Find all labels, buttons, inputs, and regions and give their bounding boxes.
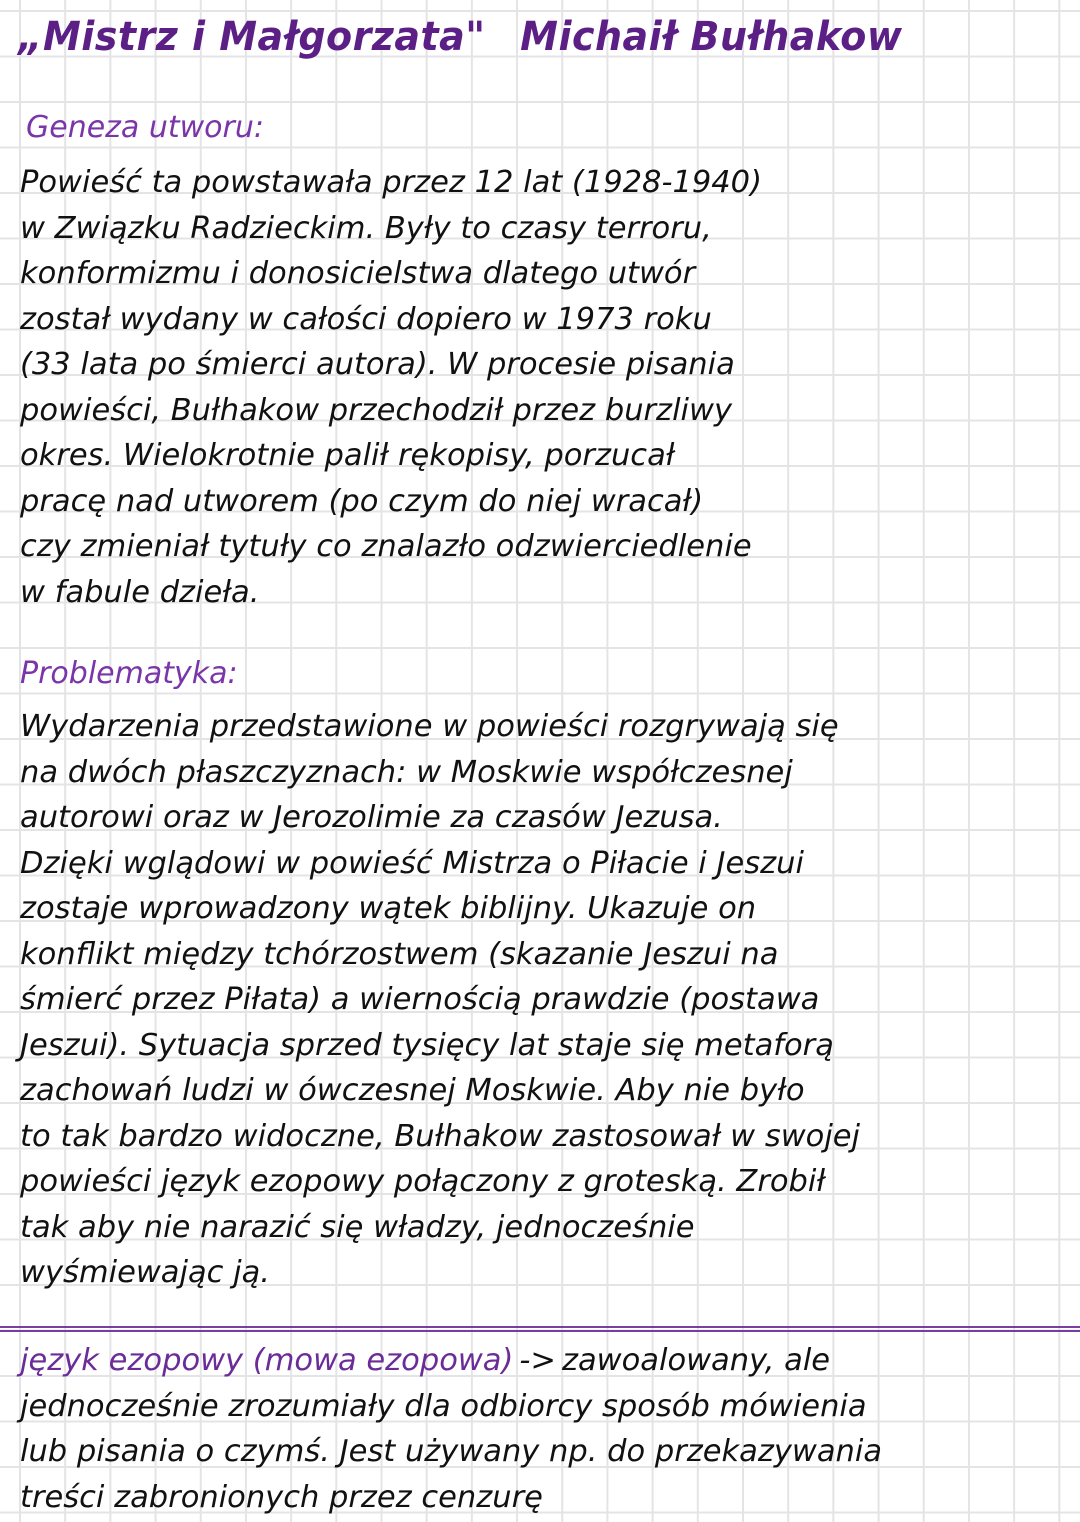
text-line: powieści język ezopowy połączony z groteską. Zrobił xyxy=(20,1164,826,1199)
text-line: na dwóch płaszczyznach: w Moskwie współczesnej xyxy=(20,754,793,790)
text-line: zostaje wprowadzony wątek biblijny. Ukazuje on xyxy=(20,891,757,926)
text-line: Jeszui). Sytuacja sprzed tysięcy lat staje się metaforą xyxy=(20,1027,834,1063)
text-line: konflikt między tchórzostwem (skazanie Jeszui na xyxy=(20,936,779,972)
text-line: w fabule dzieła. xyxy=(20,574,260,610)
text-line: (33 lata po śmierci autora). W procesie pisania xyxy=(20,347,735,382)
text-line: konformizmu i donosicielstwa dlatego utwór xyxy=(20,256,696,291)
text-line: w Związku Radzieckim. Były to czasy terroru, xyxy=(20,210,712,246)
definition-first-line-rest: zawoalowany, ale xyxy=(561,1343,831,1378)
text-line: powieści, Bułhakow przechodził przez burzliwy xyxy=(20,392,733,428)
text-line: tak aby nie narazić się władzy, jednocześnie xyxy=(20,1209,695,1245)
text-line: Powieść ta powstawała przez 12 lat (1928-1940) xyxy=(20,165,762,200)
title-work: „Mistrz i Małgorzata" xyxy=(18,14,486,60)
text-line: Wydarzenia przedstawione w powieści rozgrywają się xyxy=(20,709,839,744)
text-line: śmierć przez Piłata) a wiernością prawdzie (postawa xyxy=(20,982,820,1017)
text-line: pracę nad utworem (po czym do niej wracał) xyxy=(20,483,704,519)
heading-genesis: Geneza utworu: xyxy=(26,110,264,145)
text-line: to tak bardzo widoczne, Bułhakow zastosował w swojej xyxy=(20,1118,861,1154)
text-line: został wydany w całości dopiero w 1973 roku xyxy=(20,301,712,337)
genesis-text xyxy=(20,160,762,615)
arrow-right-icon: -> xyxy=(519,1343,556,1378)
text-line: Dzięki wglądowi w powieść Mistrza o Piłacie i Jeszui xyxy=(20,845,804,881)
title-author: Michaił Bułhakow xyxy=(520,14,903,60)
text-line: zachowań ludzi w ówczesnej Moskwie. Aby nie było xyxy=(20,1073,805,1108)
text-line: jednocześnie zrozumiały dla odbiorcy sposób mówienia xyxy=(20,1388,867,1424)
text-line: lub pisania o czymś. Jest używany np. do przekazywania xyxy=(20,1434,883,1469)
page-title xyxy=(18,14,902,60)
text-line: wyśmiewając ją. xyxy=(20,1255,270,1290)
definition-text xyxy=(20,1338,882,1520)
text-line: autorowi oraz w Jerozolimie za czasów Jezusa. xyxy=(20,800,723,835)
text-line: okres. Wielokrotnie palił rękopisy, porzucał xyxy=(20,438,675,473)
definition-first-line xyxy=(20,1338,882,1384)
heading-problems: Problematyka: xyxy=(20,656,238,691)
section-divider xyxy=(0,1326,1080,1332)
problems-text xyxy=(20,704,860,1296)
definition-term: język ezopowy (mowa ezopowa) xyxy=(20,1343,514,1378)
text-line: treści zabronionych przez cenzurę xyxy=(20,1479,543,1515)
text-line: czy zmieniał tytuły co znalazło odzwierciedlenie xyxy=(20,529,752,564)
